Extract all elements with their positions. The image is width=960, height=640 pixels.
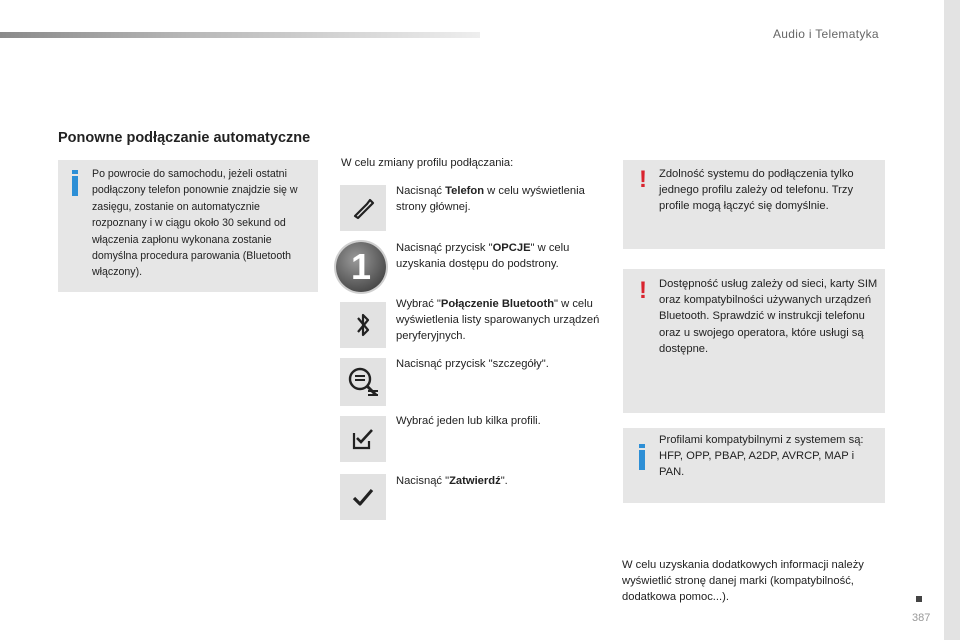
info-box-reconnect xyxy=(58,160,318,292)
step-4-text: Nacisnąć przycisk "szczegóły". xyxy=(396,358,549,370)
check-icon xyxy=(340,474,386,520)
chapter-title: Audio i Telematyka xyxy=(773,27,879,41)
warning-icon: ! xyxy=(639,277,647,304)
footer-note: W celu uzyskania dodatkowych informacji należy wyświetlić stronę danej marki (kompatybilność, dodatkowa pomoc...). xyxy=(622,559,864,603)
checkbox-icon xyxy=(340,416,386,462)
step-5-text: Wybrać jeden lub kilka profili. xyxy=(396,415,541,427)
procedure-intro: W celu zmiany profilu podłączania: xyxy=(341,157,514,169)
page-marker xyxy=(916,596,922,602)
details-search-icon xyxy=(340,358,386,406)
warning-box-services xyxy=(623,269,885,413)
warning-text: Zdolność systemu do podłączenia tylko jednego profilu zależy od telefonu. Trzy profile mogą łączyć się domyślnie. xyxy=(659,168,854,213)
info-box-profiles xyxy=(623,428,885,503)
warning-text: Dostępność usług zależy od sieci, karty SIM oraz kompatybilności używanych urządzeń Bluetooth. Sprawdzić w instrukcji telefonu oraz u swojego operatora, które usługi są dostępne. xyxy=(659,278,878,355)
step-6-text: Nacisnąć "Zatwierdź". xyxy=(396,475,508,487)
page-number: 387 xyxy=(912,612,931,624)
warning-icon: ! xyxy=(639,166,647,193)
warning-box-profile xyxy=(623,160,885,249)
info-text: Profilami kompatybilnymi z systemem są: HFP, OPP, PBAP, A2DP, AVRCP, MAP i PAN. xyxy=(659,434,864,479)
step-number-badge: 1 xyxy=(336,242,386,292)
bluetooth-icon xyxy=(340,302,386,348)
step-2-text: Nacisnąć przycisk "OPCJE" w celu uzyskania dostępu do podstrony. xyxy=(396,242,570,270)
info-icon xyxy=(639,450,645,470)
step-1-text: Nacisnąć Telefon w celu wyświetlenia strony głównej. xyxy=(396,185,585,213)
step-3-text: Wybrać "Połączenie Bluetooth" w celu wyświetlenia listy sparowanych urządzeń peryferyjnych. xyxy=(396,298,600,342)
header-gradient-bar xyxy=(0,32,480,38)
section-title: Ponowne podłączanie automatyczne xyxy=(58,130,311,146)
info-text: Po powrocie do samochodu, jeżeli ostatni podłączony telefon ponownie znajdzie się w zasięgu, zostanie on automatycznie rozpoznany i w ciągu około 30 sekund od włączenia zapłonu wykonana zostanie domyślna procedura parowania (Bluetooth włączony). xyxy=(92,168,298,279)
info-icon xyxy=(72,176,78,196)
phone-icon xyxy=(340,185,386,231)
page-edge-strip xyxy=(944,0,960,640)
